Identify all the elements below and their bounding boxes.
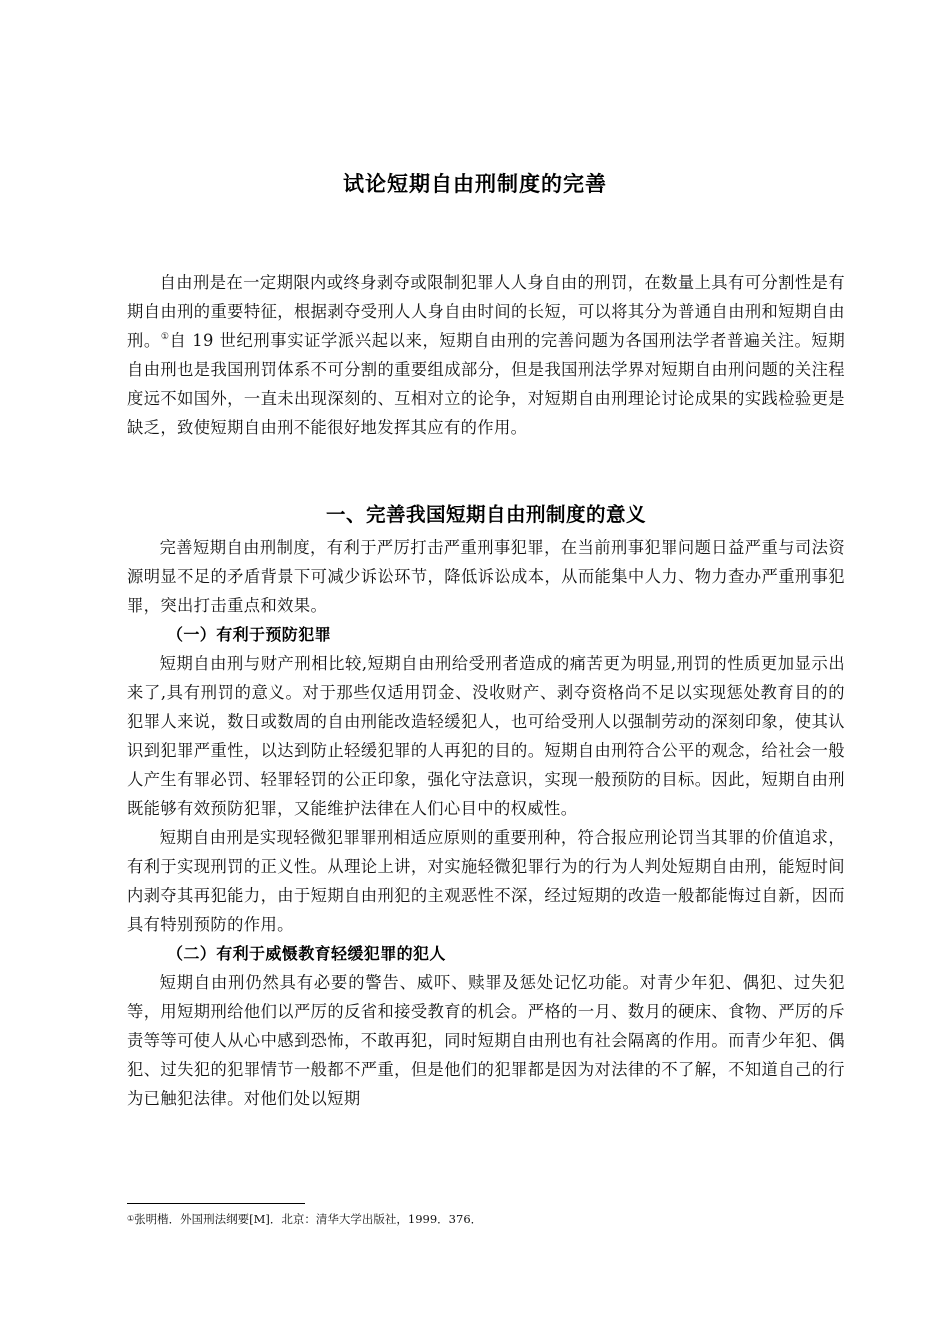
section-1 bbox=[127, 496, 845, 1113]
footnote-mark: ① bbox=[127, 1214, 135, 1223]
subsection-1-paragraph-2: 短期自由刑是实现轻微犯罪罪刑相适应原则的重要刑种，符合报应刑论罚当其罪的价值追求，有利于实现刑罚的正义性。从理论上讲，对实施轻微犯罪行为的行为人判处短期自由刑，能短时间内剥夺其再犯能力，由于短期自由刑犯的主观恶性不深，经过短期的改造一般都能悔过自新，因而具有特别预防的作用。 bbox=[127, 828, 845, 934]
section-1-heading: 一、完善我国短期自由刑制度的意义 bbox=[325, 503, 646, 526]
intro-text-after-ref: 自 19 世纪刑事实证学派兴起以来，短期自由刑的完善问题为各国刑法学者普遍关注。短期自由刑也是我国刑罚体系不可分割的重要组成部分，但是我国刑法学界对短期自由刑问题的关注程度远不如国外，一直未出现深刻的、互相对立的论争，对短期自由刑理论讨论成果的实践检验更是缺乏，致使短期自由刑不能很好地发挥其应有的作用。 bbox=[127, 331, 845, 437]
section-1-paragraph: 完善短期自由刑制度，有利于严厉打击严重刑事犯罪，在当前刑事犯罪问题日益严重与司法资源明显不足的矛盾背景下可减少诉讼环节，降低诉讼成本，从而能集中人力、物力查办严重刑事犯罪，突出打击重点和效果。 bbox=[127, 538, 845, 615]
subsection-1-heading: （一）有利于预防犯罪 bbox=[167, 625, 332, 644]
intro-text-before-ref: 自由刑是在一定期限内或终身剥夺或限制犯罪人人身自由的刑罚，在数量上具有可分割性是有期自由刑的重要特征，根据剥夺受刑人人身自由时间的长短，可以将其分为普通自由刑和短期自由刑。 bbox=[127, 273, 845, 350]
subsection-1-paragraph-1: 短期自由刑与财产刑相比较,短期自由刑给受刑者造成的痛苦更为明显,刑罚的性质更加显示出来了,具有刑罚的意义。对于那些仅适用罚金、没收财产、剥夺资格尚不足以实现惩处教育目的的犯罪人来说，数日或数周的自由刑能改造轻缓犯人，也可给受刑人以强制劳动的深刻印象，使其认识到犯罪严重性，以达到防止轻缓犯罪的人再犯的目的。短期自由刑符合公平的观念，给社会一般人产生有罪必罚、轻罪轻罚的公正印象，强化守法意识，实现一般预防的目标。因此，短期自由刑既能够有效预防犯罪，又能维护法律在人们心目中的权威性。 bbox=[127, 654, 845, 818]
subsection-2-heading: （二）有利于威慑教育轻缓犯罪的犯人 bbox=[167, 944, 446, 963]
footnote-text: 张明楷．外国刑法纲要[M]．北京：清华大学出版社，1999．376． bbox=[134, 1212, 483, 1226]
document-title: 试论短期自由刑制度的完善 bbox=[343, 172, 607, 196]
footnote bbox=[127, 1211, 845, 1227]
subsection-2-paragraph-1: 短期自由刑仍然具有必要的警告、威吓、赎罪及惩处记忆功能。对青少年犯、偶犯、过失犯等，用短期刑给他们以严厉的反省和接受教育的机会。严格的一月、数月的硬床、食物、严厉的斥责等等可使人从心中感到恐怖，不敢再犯，同时短期自由刑也有社会隔离的作用。而青少年犯、偶犯、过失犯的犯罪情节一般都不严重，但是他们的犯罪都是因为对法律的不了解，不知道自己的行为已触犯法律。对他们处以短期 bbox=[127, 973, 845, 1108]
footnote-reference[interactable]: ① bbox=[160, 332, 170, 342]
intro-block bbox=[127, 268, 845, 442]
footnote-divider bbox=[127, 1203, 305, 1204]
intro-paragraph bbox=[127, 268, 845, 442]
